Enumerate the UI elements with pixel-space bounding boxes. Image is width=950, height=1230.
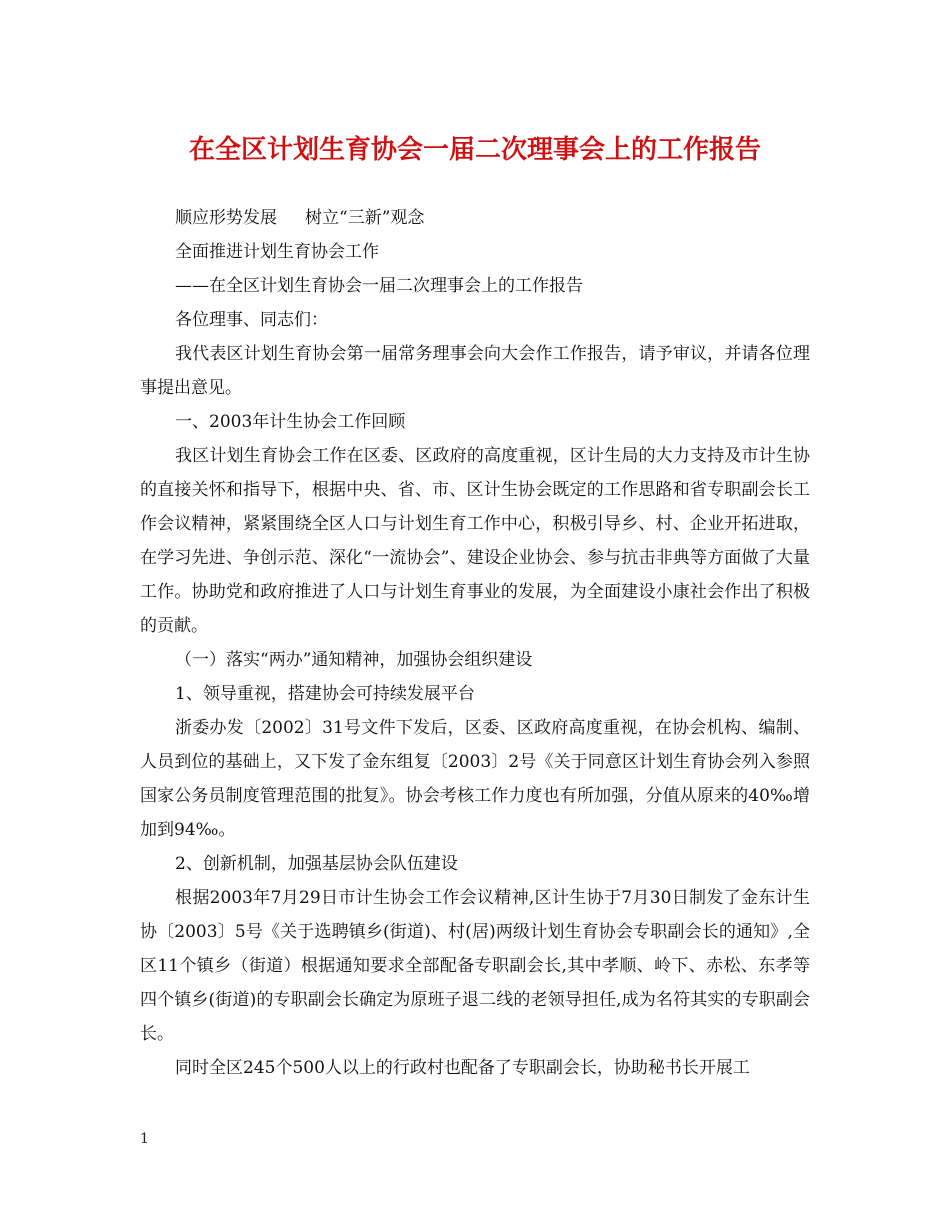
document-body bbox=[140, 201, 810, 1085]
document-title: 在全区计划生育协会一届二次理事会上的工作报告 bbox=[188, 135, 761, 165]
paragraph: 我区计划生育协会工作在区委、区政府的高度重视，区计生局的大力支持及市计生协的直接关怀和指导下，根据中央、省、市、区计生协会既定的工作思路和省专职副会长工作会议精神，紧紧围绕全区人口与计划生育工作中心，积极引导乡、村、企业开拓进取，在学习先进、争创示范、深化“一流协会”、建设企业协会、参与抗击非典等方面做了大量工作。协助党和政府推进了人口与计划生育事业的发展，为全面建设小康社会作出了积极的贡献。 bbox=[140, 446, 810, 636]
paragraph: 同时全区245个500人以上的行政村也配备了专职副会长，协助秘书长开展工 bbox=[175, 1058, 750, 1078]
subtitle-line-1 bbox=[140, 201, 810, 235]
paragraph: 根据2003年7月29日市计生协会工作会议精神,区计生协于7月30日制发了金东计生协〔2003〕5号《关于选聘镇乡(街道)、村(居)两级计划生育协会专职副会长的通知》,全区11个镇乡（街道）根据通知要求全部配备专职副会长,其中孝顺、岭下、赤松、东孝等四个镇乡(街道)的专职副会长确定为原班子退二线的老领导担任,成为名符其实的专职副会长。 bbox=[140, 888, 810, 1044]
subtitle-part-1: 顺应形势发展 bbox=[175, 208, 277, 228]
subtitle-part-2: 树立“三新”观念 bbox=[305, 208, 425, 228]
subtitle-line-3: ——在全区计划生育协会一届二次理事会上的工作报告 bbox=[175, 276, 583, 296]
page-number: 1 bbox=[140, 1131, 149, 1147]
subtitle-line-2: 全面推进计划生育协会工作 bbox=[175, 242, 379, 262]
paragraph: 浙委办发〔2002〕31号文件下发后，区委、区政府高度重视，在协会机构、编制、人员到位的基础上，又下发了金东组复〔2003〕2号《关于同意区计划生育协会列入参照国家公务员制度管理范围的批复》。协会考核工作力度也有所加强，分值从原来的40‰增加到94‰。 bbox=[140, 718, 810, 840]
section-heading: 一、2003年计生协会工作回顾 bbox=[175, 412, 406, 432]
item-heading: 1、领导重视，搭建协会可持续发展平台 bbox=[175, 684, 475, 704]
paragraph: 我代表区计划生育协会第一届常务理事会向大会作工作报告，请予审议，并请各位理事提出意见。 bbox=[140, 344, 810, 398]
subsection-heading: （一）落实“两办”通知精神，加强协会组织建设 bbox=[175, 650, 533, 670]
salutation: 各位理事、同志们： bbox=[175, 310, 328, 330]
item-heading: 2、创新机制，加强基层协会队伍建设 bbox=[175, 854, 458, 874]
